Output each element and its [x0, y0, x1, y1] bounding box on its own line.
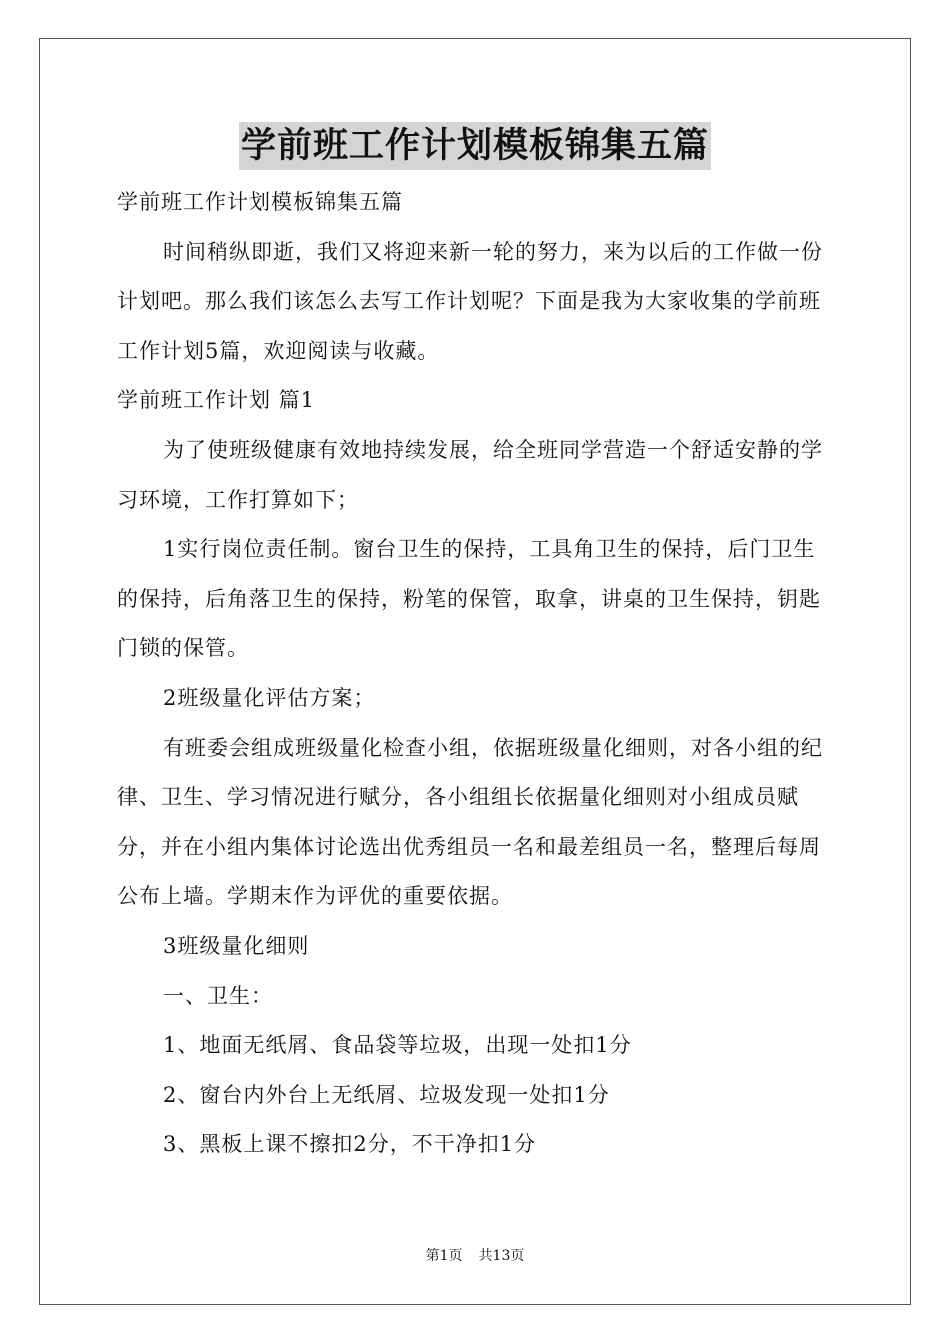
page-footer [0, 1246, 950, 1266]
paragraph-subtitle: 学前班工作计划模板锦集五篇 [117, 190, 403, 214]
page-total: 共13页 [478, 1248, 525, 1264]
rule-item-1: 1、地面无纸屑、食品袋等垃圾，出现一处扣1分 [163, 1033, 632, 1058]
document-body [117, 178, 832, 1170]
rule-item-3: 3、黑板上课不擦扣2分，不干净扣1分 [163, 1132, 537, 1157]
paragraph-assessment: 有班委会组成班级量化检查小组，依据班级量化细则，对各小组的纪律、卫生、学习情况进行赋分，各小组组长依据量化细则对小组成员赋分，并在小组内集体讨论选出优秀组员一名和最差组员一名，整理后每周公布上墙。学期末作为评优的重要依据。 [117, 735, 823, 909]
document-title: 学前班工作计划模板锦集五篇 [239, 122, 711, 170]
page-number: 第1页 [425, 1248, 463, 1264]
paragraph-item-1: 1实行岗位责任制。窗台卫生的保持，工具角卫生的保持，后门卫生的保持，后角落卫生的保持，粉笔的保管，取拿，讲桌的卫生保持，钥匙门锁的保管。 [117, 537, 821, 661]
paragraph-goal: 为了使班级健康有效地持续发展，给全班同学营造一个舒适安静的学习环境，工作打算如下； [117, 437, 823, 512]
paragraph-hygiene-heading: 一、卫生： [163, 983, 273, 1008]
paragraph-item-2: 2班级量化评估方案； [163, 685, 376, 710]
paragraph-item-3: 3班级量化细则 [163, 933, 310, 958]
section-heading: 学前班工作计划 篇1 [117, 388, 316, 413]
title-container [0, 122, 950, 170]
paragraph-intro: 时间稍纵即逝，我们又将迎来新一轮的努力，来为以后的工作做一份计划吧。那么我们该怎么去写工作计划呢？下面是我为大家收集的学前班工作计划5篇，欢迎阅读与收藏。 [117, 239, 823, 363]
rule-item-2: 2、窗台内外台上无纸屑、垃圾发现一处扣1分 [163, 1082, 610, 1107]
